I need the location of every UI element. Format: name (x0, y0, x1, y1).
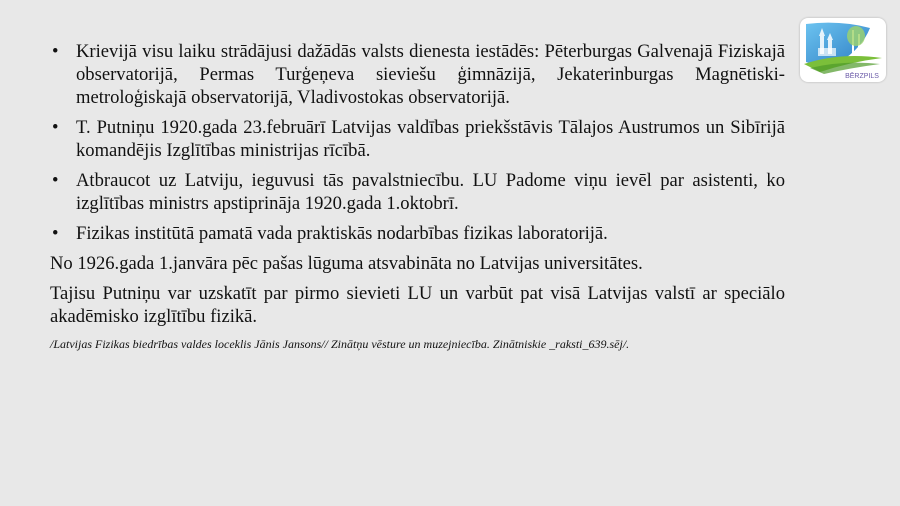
bullet-item (50, 40, 785, 109)
paragraph-dismissal: No 1926.gada 1.janvāra pēc pašas lūguma atsvabināta no Latvijas universitātes. (50, 253, 643, 274)
slide-body (50, 40, 785, 352)
bullet-item (50, 222, 785, 245)
bullet-list (50, 40, 785, 245)
bullet-item (50, 169, 785, 215)
bullet-dot: • (52, 41, 59, 62)
bullet-dot: • (52, 117, 59, 138)
bullet-text: Krievijā visu laiku strādājusi dažādās valsts dienesta iestādēs: Pēterburgas Galvenajā Fiziskajā observatorijā, Permas Turģeņeva sieviešu ģimnāzijā, Jekaterinburgas Magnētiski-metroloģiskajā observatorijā, Vladivostokas observatorijā. (76, 41, 785, 108)
logo-text: BĒRZPILS (845, 73, 879, 80)
bullet-item (50, 116, 785, 162)
bullet-dot: • (52, 223, 59, 244)
source-citation: /Latvijas Fizikas biedrības valdes loceklis Jānis Jansons// Zinātņu vēsture un muzejniecība. Zinātniskie _raksti_639.sēj/. (50, 337, 630, 351)
berzpils-logo (800, 18, 886, 82)
bullet-dot: • (52, 170, 59, 191)
bullet-text: Fizikas institūtā pamatā vada praktiskās nodarbības fizikas laboratorijā. (76, 223, 608, 244)
bullet-text: T. Putniņu 1920.gada 23.februārī Latvijas valdības priekšstāvis Tālajos Austrumos un Sibīrijā komandējis Izglītības ministrijas rīcībā. (76, 117, 785, 161)
bullet-text: Atbraucot uz Latviju, ieguvusi tās pavalstniecību. LU Padome viņu ievēl par asistenti, ko izglītības ministrs apstiprināja 1920.gada 1.oktobrī. (76, 170, 785, 214)
berzpils-logo-icon (800, 18, 886, 82)
paragraph-conclusion: Tajisu Putniņu var uzskatīt par pirmo sievieti LU un varbūt pat visā Latvijas valstī ar speciālo akadēmisko izglītību fizikā. (50, 283, 785, 327)
